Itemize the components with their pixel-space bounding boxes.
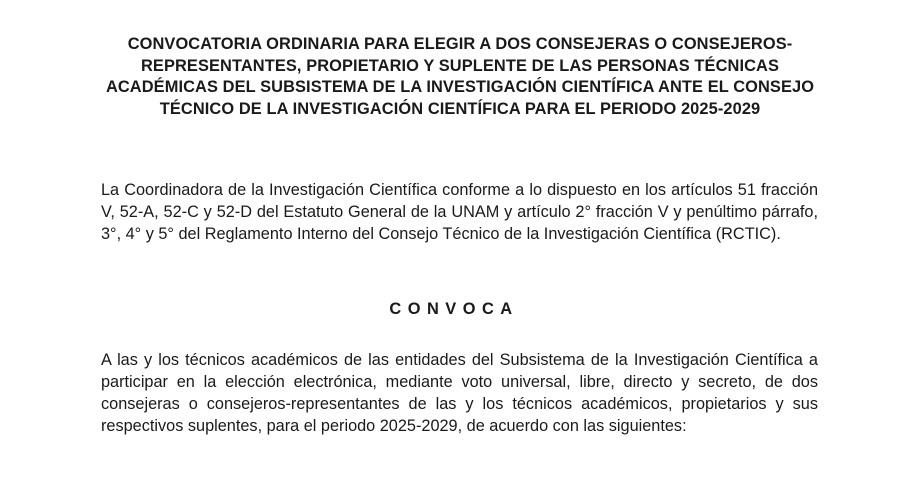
convoca-heading: CONVOCA: [389, 300, 519, 318]
call-paragraph: A las y los técnicos académicos de las entidades del Subsistema de la Investigación Científica a participar en la elección electrónica, mediante voto universal, libre, directo y secreto, de dos consejeras o consejeros-representantes de las y los técnicos académicos, propietarios y sus respectivos suplentes, para el periodo 2025-2029, de acuerdo con las siguientes:: [101, 351, 818, 435]
document-title: CONVOCATORIA ORDINARIA PARA ELEGIR A DOS CONSEJERAS O CONSEJEROS-REPRESENTANTES, PROPIETARIO Y SUPLENTE DE LAS PERSONAS TÉCNICAS ACADÉMICAS DEL SUBSISTEMA DE LA INVESTIGACIÓN CIENTÍFICA ANTE EL CONSEJO TÉCNICO DE LA INVESTIGACIÓN CIENTÍFICA PARA EL PERIODO 2025-2029: [105, 35, 815, 118]
intro-paragraph: La Coordinadora de la Investigación Científica conforme a lo dispuesto en los artículos 51 fracción V, 52-A, 52-C y 52-D del Estatuto General de la UNAM y artículo 2° fracción V y penúltimo párrafo, 3°, 4° y 5° del Reglamento Interno del Consejo Técnico de la Investigación Científica (RCTIC).: [101, 181, 818, 243]
